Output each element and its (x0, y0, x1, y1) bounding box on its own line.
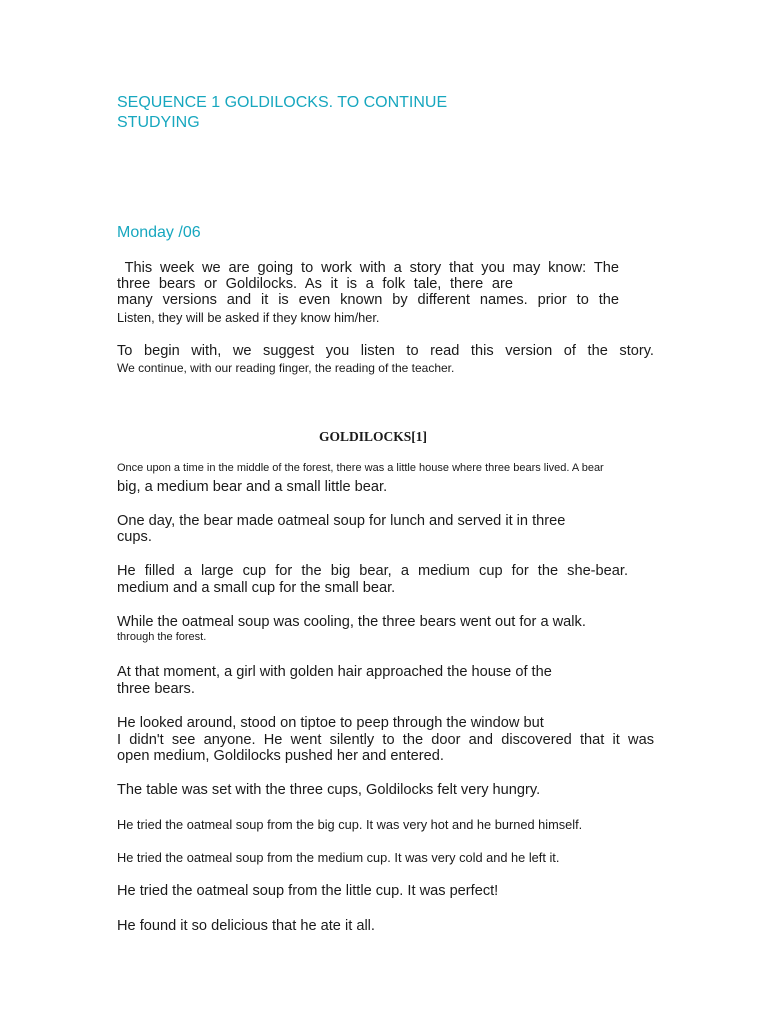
story-s7: The table was set with the three cups, Goldilocks felt very hungry. (117, 782, 541, 798)
story-s8: He tried the oatmeal soup from the big cup. It was very hot and he burned himself. (117, 817, 583, 832)
sequence-title-line-2: STUDYING (117, 114, 200, 131)
story-s5-line-1: At that moment, a girl with golden hair approached the house of the (117, 664, 552, 680)
date-heading: Monday /06 (117, 224, 201, 241)
story-title: GOLDILOCKS[1] (318, 429, 427, 444)
story-s9: He tried the oatmeal soup from the medium cup. It was very cold and he left it. (117, 850, 560, 865)
intro-p1-line-3: many versions and it is even known by different names. prior to the (117, 292, 619, 308)
story-s2-line-1: One day, the bear made oatmeal soup for lunch and served it in three (117, 513, 566, 529)
intro-p1-line-4: Listen, they will be asked if they know him/her. (117, 310, 380, 325)
story-s4-line-2: through the forest. (117, 631, 207, 643)
intro-p2-line-2: We continue, with our reading finger, the reading of the teacher. (117, 361, 455, 375)
story-s5-line-2: three bears. (117, 681, 195, 697)
story-s6-line-1: He looked around, stood on tiptoe to peep through the window but (117, 715, 544, 731)
sequence-title-line-1: SEQUENCE 1 GOLDILOCKS. TO CONTINUE (117, 94, 448, 111)
story-s4-line-1: While the oatmeal soup was cooling, the three bears went out for a walk. (117, 614, 586, 630)
story-s3-line-2: medium and a small cup for the small bear. (117, 580, 396, 596)
intro-p1-line-1: This week we are going to work with a story that you may know: The (117, 260, 619, 276)
intro-p2-line-1: To begin with, we suggest you listen to read this version of the story. (117, 343, 654, 359)
story-s6-line-3: open medium, Goldilocks pushed her and entered. (117, 748, 444, 764)
story-s1-line-2: big, a medium bear and a small little bear. (117, 479, 388, 495)
story-s11: He found it so delicious that he ate it all. (117, 918, 375, 934)
story-s2-line-2: cups. (117, 529, 152, 545)
story-s1-line-1: Once upon a time in the middle of the forest, there was a little house where three bears lived. A bear (117, 462, 604, 474)
story-s10: He tried the oatmeal soup from the little cup. It was perfect! (117, 883, 499, 899)
story-s6-line-2: I didn't see anyone. He went silently to the door and discovered that it was (117, 732, 654, 748)
story-s3-line-1: He filled a large cup for the big bear, a medium cup for the she-bear. (117, 563, 628, 579)
intro-p1-line-2: three bears or Goldilocks. As it is a folk tale, there are (117, 276, 513, 292)
